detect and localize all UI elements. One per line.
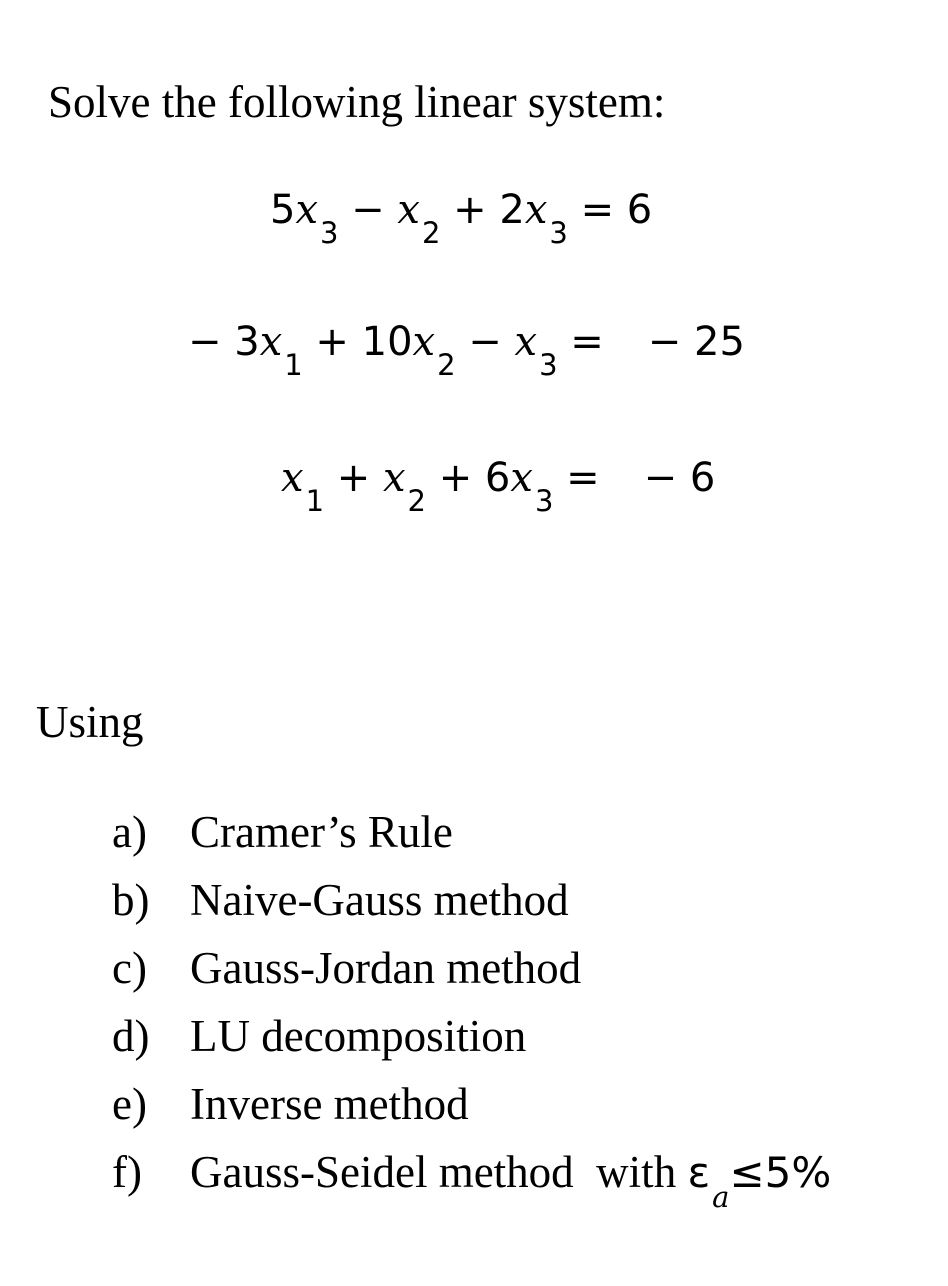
subscript: 2 bbox=[407, 484, 426, 518]
item-text: Inverse method bbox=[190, 1079, 469, 1129]
method-item-inverse bbox=[112, 1076, 831, 1144]
subscript: 3 bbox=[534, 484, 554, 518]
item-text: LU decomposition bbox=[190, 1011, 527, 1061]
subscript: 2 bbox=[421, 216, 441, 250]
item-text: Gauss-Seidel method with bbox=[190, 1147, 688, 1197]
term: = bbox=[557, 319, 604, 365]
item-text: Naive-Gauss method bbox=[190, 875, 569, 925]
right-hand-side: − 6 bbox=[643, 455, 716, 501]
item-letter: c) bbox=[112, 943, 147, 993]
method-item-gauss-jordan bbox=[112, 940, 831, 1008]
subscript: 3 bbox=[320, 216, 339, 250]
item-text: Gauss-Jordan method bbox=[190, 943, 582, 993]
subscript: 3 bbox=[549, 216, 568, 250]
item-letter: d) bbox=[112, 1011, 150, 1061]
term: + 10 bbox=[302, 319, 413, 365]
epsilon-subscript: a bbox=[712, 1180, 730, 1214]
term: + bbox=[324, 455, 383, 501]
epsilon-symbol: ε bbox=[687, 1148, 711, 1197]
equation-3 bbox=[281, 450, 716, 518]
term: − bbox=[338, 187, 398, 233]
tolerance-expression bbox=[687, 1148, 832, 1214]
equation-2 bbox=[188, 314, 745, 382]
variable: x bbox=[259, 319, 283, 365]
method-item-naive-gauss bbox=[112, 872, 831, 940]
method-item-cramer bbox=[112, 804, 831, 872]
variable: x bbox=[281, 455, 304, 501]
problem-prompt: Solve the following linear system: bbox=[48, 77, 666, 127]
item-letter: e) bbox=[112, 1079, 147, 1129]
term: − bbox=[455, 319, 515, 365]
term: + 2 bbox=[440, 187, 525, 233]
term: 5 bbox=[270, 187, 296, 233]
using-label: Using bbox=[36, 697, 144, 747]
item-letter: b) bbox=[112, 875, 150, 925]
term: = bbox=[553, 455, 600, 501]
variable: x bbox=[524, 187, 548, 233]
variable: x bbox=[382, 455, 406, 501]
method-item-gauss-seidel bbox=[112, 1144, 831, 1212]
subscript: 3 bbox=[539, 348, 558, 382]
variable: x bbox=[514, 319, 538, 365]
variable: x bbox=[397, 187, 420, 233]
variable: x bbox=[510, 455, 533, 501]
term: + 6 bbox=[425, 455, 511, 501]
item-letter: a) bbox=[112, 807, 147, 857]
subscript: 2 bbox=[437, 348, 456, 382]
equation-1 bbox=[270, 182, 653, 250]
variable: x bbox=[295, 187, 319, 233]
method-item-lu bbox=[112, 1008, 831, 1076]
method-list bbox=[112, 804, 831, 1212]
subscript: 1 bbox=[284, 348, 303, 382]
subscript: 1 bbox=[305, 484, 325, 518]
variable: x bbox=[412, 319, 436, 365]
item-letter: f) bbox=[112, 1147, 142, 1197]
item-text: Cramer’s Rule bbox=[190, 807, 453, 857]
term: − 3 bbox=[188, 319, 260, 365]
term: = 6 bbox=[567, 187, 653, 233]
tolerance-condition: ≤5% bbox=[729, 1148, 832, 1197]
right-hand-side: − 25 bbox=[647, 319, 745, 365]
